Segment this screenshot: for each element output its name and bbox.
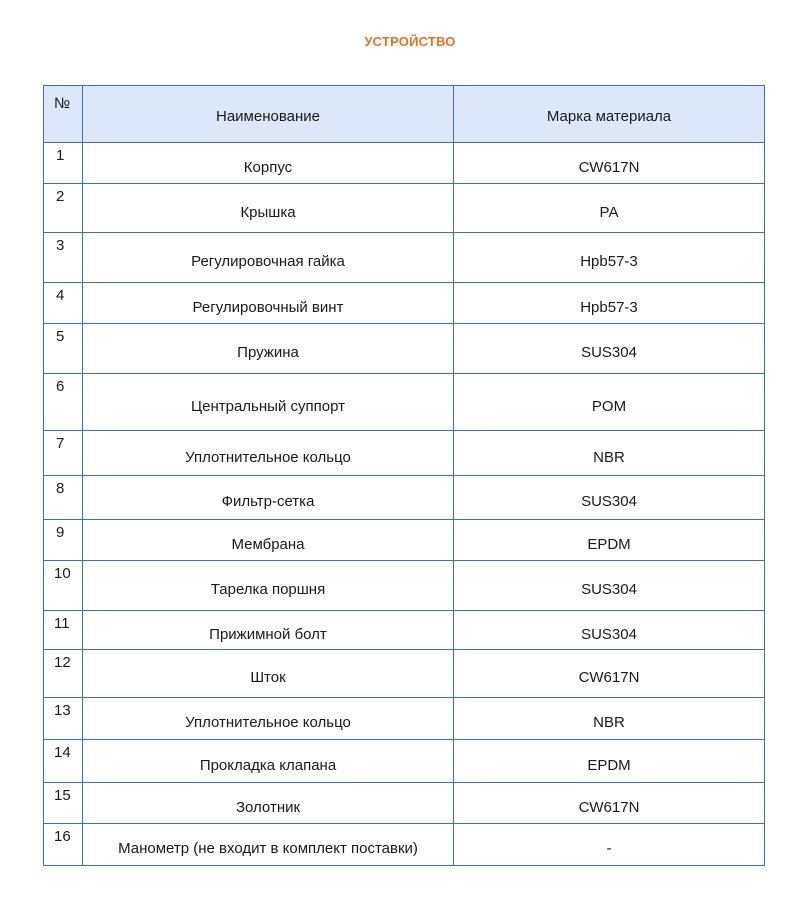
material-grade: Hpb57-3 xyxy=(454,233,765,283)
row-number: 13 xyxy=(44,698,83,740)
row-number: 12 xyxy=(44,650,83,698)
material-grade: EPDM xyxy=(454,520,765,561)
part-name: Фильтр-сетка xyxy=(83,476,454,520)
part-name: Манометр (не входит в комплект поставки) xyxy=(83,824,454,866)
row-number: 11 xyxy=(44,611,83,650)
material-grade: Hpb57-3 xyxy=(454,283,765,324)
part-name: Уплотнительное кольцо xyxy=(83,698,454,740)
part-name: Тарелка поршня xyxy=(83,561,454,611)
row-number: 7 xyxy=(44,431,83,476)
table-row xyxy=(44,476,765,520)
material-grade: PA xyxy=(454,184,765,233)
row-number: 4 xyxy=(44,283,83,324)
row-number: 6 xyxy=(44,374,83,431)
material-grade: CW617N xyxy=(454,143,765,184)
part-name: Шток xyxy=(83,650,454,698)
parts-table xyxy=(43,85,765,866)
column-header-number: № xyxy=(44,86,83,143)
material-grade: - xyxy=(454,824,765,866)
table-row xyxy=(44,233,765,283)
part-name: Корпус xyxy=(83,143,454,184)
table-row xyxy=(44,143,765,184)
table-row xyxy=(44,783,765,824)
column-header-name: Наименование xyxy=(83,86,454,143)
row-number: 9 xyxy=(44,520,83,561)
table-row xyxy=(44,324,765,374)
material-grade: POM xyxy=(454,374,765,431)
row-number: 15 xyxy=(44,783,83,824)
material-grade: EPDM xyxy=(454,740,765,783)
table-row xyxy=(44,561,765,611)
table-row xyxy=(44,520,765,561)
part-name: Прокладка клапана xyxy=(83,740,454,783)
table-header-row xyxy=(44,86,765,143)
part-name: Прижимной болт xyxy=(83,611,454,650)
part-name: Уплотнительное кольцо xyxy=(83,431,454,476)
material-grade: NBR xyxy=(454,431,765,476)
part-name: Пружина xyxy=(83,324,454,374)
part-name: Центральный суппорт xyxy=(83,374,454,431)
table-row xyxy=(44,824,765,866)
page-title: УСТРОЙСТВО xyxy=(364,34,456,49)
part-name: Мембрана xyxy=(83,520,454,561)
row-number: 3 xyxy=(44,233,83,283)
table-row xyxy=(44,611,765,650)
row-number: 14 xyxy=(44,740,83,783)
table-row xyxy=(44,283,765,324)
table-row xyxy=(44,650,765,698)
table-row xyxy=(44,184,765,233)
material-grade: SUS304 xyxy=(454,476,765,520)
table-row xyxy=(44,374,765,431)
row-number: 2 xyxy=(44,184,83,233)
material-grade: SUS304 xyxy=(454,324,765,374)
part-name: Крышка xyxy=(83,184,454,233)
material-grade: CW617N xyxy=(454,783,765,824)
row-number: 1 xyxy=(44,143,83,184)
table-row xyxy=(44,698,765,740)
part-name: Регулировочная гайка xyxy=(83,233,454,283)
row-number: 8 xyxy=(44,476,83,520)
material-grade: SUS304 xyxy=(454,561,765,611)
table-row xyxy=(44,431,765,476)
part-name: Регулировочный винт xyxy=(83,283,454,324)
row-number: 10 xyxy=(44,561,83,611)
row-number: 5 xyxy=(44,324,83,374)
row-number: 16 xyxy=(44,824,83,866)
material-grade: NBR xyxy=(454,698,765,740)
part-name: Золотник xyxy=(83,783,454,824)
material-grade: SUS304 xyxy=(454,611,765,650)
column-header-material: Марка материала xyxy=(454,86,765,143)
material-grade: CW617N xyxy=(454,650,765,698)
table-row xyxy=(44,740,765,783)
